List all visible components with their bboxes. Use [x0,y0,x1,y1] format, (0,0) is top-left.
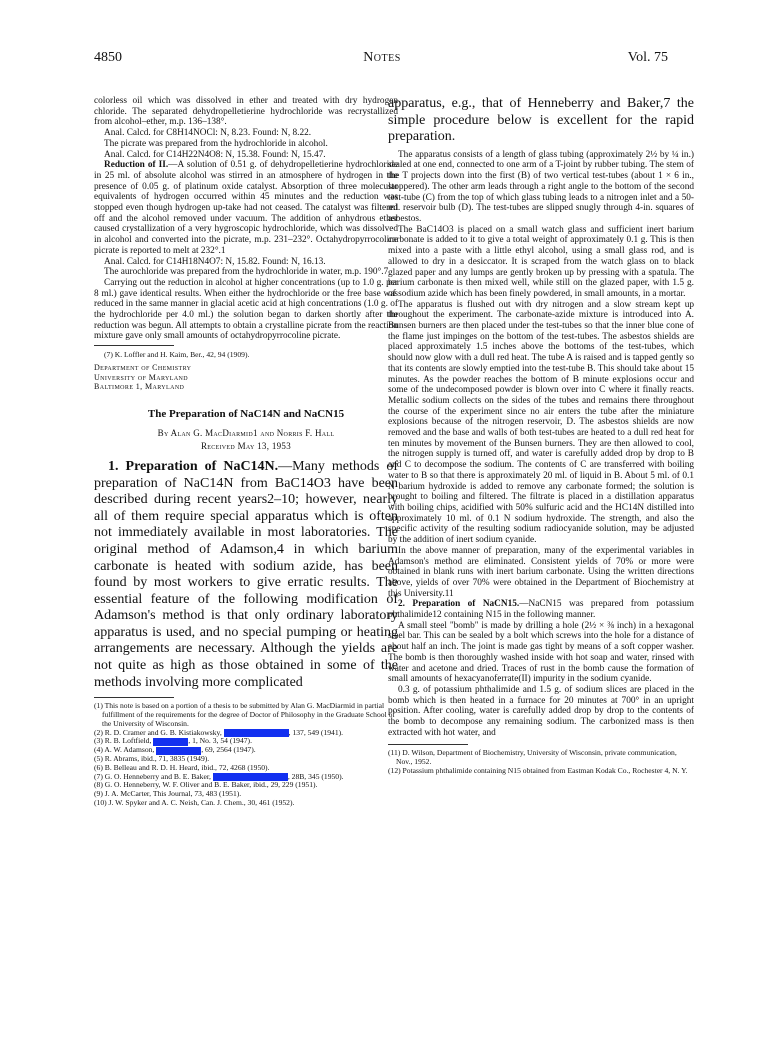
affiliation-line: University of Maryland [94,372,189,382]
paragraph: The BaC14O3 is placed on a small watch glass and sufficient inert barium carbonate is added to it to give a total weight of approximately 0.1 g. This is then mixed into a paste with a little ethyl alcohol, using a small glass rod, and is allowed to dry in a desiccator. It is scraped from the watch glass on to black glazed paper and any lumps are gently broken up by pressing with a spatula. The barium carbonate is then mixed well, while still on the glazed paper, with 1.5 g. of sodium azide which has been finely powdered, in small amounts, in a mortar. [388,224,694,299]
footnote: (7) G. O. Henneberry and B. E. Baker, , 28B, 345 (1950). [94,771,344,781]
redaction-bar [153,738,188,746]
footnote: (12) Potassium phthalimide containing N15 obtained from Eastman Kodak Co., Rochester 4, N. Y. [388,766,688,776]
footnote: (5) R. Abrams, ibid., 71, 3835 (1949). [94,754,210,764]
paragraph: In the above manner of preparation, many of the experimental variables in Adamson's method are eliminated. Consistent yields of 70% or more were obtained in blank runs with inert barium carbonate. Using the written directions above, yields of over 70% were obtained in the Department of Biochemistry at this University.11 [388,545,694,599]
paragraph: The aurochloride was prepared from the hydrochloride in water, m.p. 190°.7 [104,267,389,278]
paragraph-body: —A solution of 0.51 g. of dehydropelletierine hydrochloride in 25 ml. of absolute alcohol was stirred in an atmosphere of hydrogen in the presence of 0.05 g. of platinum oxide catalyst. Absorption of three molecular equivalents of hydrogen occurred within 45 minutes and the reduction was stopped even though hydrogen up-take had not ceased. The catalyst was filtered off and the alcohol removed under vacuum. The addition of anhydrous ether caused crystallization of a very hygroscopic hydrochloride, which was dissolved in alcohol and converted into the picrate, m.p. 231–232°. Octahydropyrrocoline picrate is reported to melt at 232°.1 [94,160,398,256]
footnote-list [94,702,398,808]
intro-paragraph [94,459,398,691]
run-in-heading: Reduction of II. [104,160,169,171]
affiliation-line: Baltimore 1, Maryland [94,382,185,392]
footnote: (6) B. Belleau and R. D. H. Heard, ibid., 72, 4268 (1950). [94,762,270,772]
paragraph [388,599,694,620]
paragraph: A small steel "bomb" is made by drilling a hole (2½ × ⅜ inch) in a hexagonal steel bar. This can be sealed by a bolt which screws into the hole for a distance of about half an inch. The joint is made gas tight by means of a soft copper washer. The bomb is then thoroughly washed inside with hot soap and water, rinsed with water and acetone and dried. Traces of rust in the bomb cause the formation of small amounts of hexacyanoferrate(II) impurity in the sodium cyanide. [388,620,694,685]
section-header: Notes [363,50,401,65]
page-number: 4850 [94,50,122,65]
left-column [94,96,398,808]
article-authors: By Alan G. MacDiarmid1 and Norris F. Hall [157,427,335,438]
paragraph: apparatus, e.g., that of Henneberry and Baker,7 the simple procedure below is excellent for the rapid preparation. [388,96,694,145]
footnote-rule [94,697,174,698]
run-in-heading: 1. Preparation of NaC14N. [108,458,279,474]
analysis-line: Anal. Calcd. for C14H22N4O8: N, 15.38. Found: N, 15.47. [104,149,326,160]
footnote: (10) J. W. Spyker and A. C. Neish, Can. J. Chem., 30, 461 (1952). [94,798,295,808]
paragraph: Carrying out the reduction in alcohol at higher concentrations (up to 1.0 g. per 8 ml.) gave identical results. When either the hydrochloride or the free base was reduced in the same manner in glacial acetic acid at high concentrations (1.0 g. of the hydrochloride per 4.0 ml.) the solution began to darken shortly after the reduction was begun. All attempts to obtain a crystalline picrate from the reaction mixture gave only small amounts of octahydropyrrocoline picrate. [94,277,398,342]
footnote-rule [94,345,174,346]
paragraph [94,160,398,256]
paragraph: 0.3 g. of potassium phthalimide and 1.5 g. of sodium slices are placed in the bomb which is then heated in a furnace for 20 minutes at 700° in an upright position. After cooling, water is carefully added drop by drop to the contents of the bomb to decompose any remaining sodium. The carbonized mass is then extracted with hot water, and [388,684,694,738]
footnote: (2) R. D. Cramer and G. B. Kistiakowsky, , 137, 549 (1941). [94,727,344,737]
footnote: (3) R. B. Loftfield, , 1, No. 3, 54 (1947). [94,736,252,746]
paragraph: The apparatus is flushed out with dry nitrogen and a slow stream kept up throughout the experiment. The carbonate-azide mixture is introduced into A. Bunsen burners are then placed under the test-tubes so that the inner blue cone of the flame just impinges on the bottom of the test-tubes. The asbestos shields are placed approximately 1.5 inches above the bottoms of the test-tubes, which should now glow with a dull red heat. The tube A is raised and is tapped gently so that its contents are slowly emptied into the test-tube B. This should take about 15 minutes. As the powder reaches the bottom of B minute explosions occur and some of the undecomposed powder is blown over into C where it finally reacts. Metallic sodium collects on the sides of the tubes and remains there throughout the course of the experiment since no air enters the tube after the miniature explosions because of the nitrogen reservoir, D. The asbestos shields are now removed and the base and walls of both test-tubes are heated to a dull red heat for ten minutes by movement of the Bunsen burners. They are then allowed to cool, the nitrogen supply is turned off, and water is carefully added drop by drop to B and C to decompose the sodium. The contents of C are transferred with boiling water to B so that there is approximately 20 ml. of liquid in B. About 5 ml. of 0.1 N barium hydroxide is added to remove any carbonate formed; the solution is brought to boiling and filtered. The filtrate is placed in a distillation apparatus with boiling chips, acidified with 50% sulfuric acid and the HC14N distilled into approximately 10 ml. of 0.1 N sodium hydroxide. The strength, and also the specific activity of the resulting sodium radiocyanide solution, may be adjusted by the addition of inert sodium cyanide. [388,299,694,546]
footnote: (9) J. A. McCarter, This Journal, 73, 483 (1951). [94,789,242,799]
volume-label: Vol. 75 [627,50,668,65]
footnote: (1) This note is based on a portion of a thesis to be submitted by Alan G. MacDiarmid in partial fulfillment of the requirements for the degree of Doctor of Philosophy in the Graduate School of the University of Wisconsin. [94,701,395,728]
paragraph-body: —NaCN15 was prepared from potassium phthalimide12 containing N15 in the following manner. [388,599,694,621]
received-date: Received May 13, 1953 [200,440,292,451]
affiliation-line: Department of Chemistry [94,363,192,373]
run-in-heading: 2. Preparation of NaCN15. [398,599,520,610]
footnote: (8) G. O. Henneberry, W. F. Oliver and B. E. Baker, ibid., 29, 229 (1951). [94,780,318,790]
paragraph-body: —Many methods of preparation of NaC14N from BaC14O3 have been described during recent years2–10; however, nearly all of them require special apparatus which is often not immediately available in most laboratories. The original method of Adamson,4 in which barium carbonate is heated with sodium azide, has been found by most workers to give erratic results. The essential feature of the following modification of Adamson's method is that only ordinary laboratory apparatus is used, and no special pumping or heating arrangements are necessary. Although the yields are not quite as high as those obtained in some of the methods involving more complicated [94,458,399,690]
footnote: (11) D. Wilson, Department of Biochemistry, University of Wisconsin, private communication, Nov., 1952. [388,748,677,767]
footnote: (4) A. W. Adamson, , 69, 2564 (1947). [94,745,256,755]
paragraph: colorless oil which was dissolved in ether and treated with dry hydrogen chloride. The separated dehydropelletierine hydrochloride was recrystallized from alcohol–ether, m.p. 136–138°. [94,96,398,128]
paragraph: The apparatus consists of a length of glass tubing (approximately 2½ by ¼ in.) sealed at one end, connected to one arm of a T-joint by rubber tubing. The stem of the T projects down into the first (B) of two vertical test-tubes (about 1 × 6 in., stoppered). The other arm leads through a right angle to the bottom of the second test-tube (C) from the top of which glass tubing leads to a nitrogen inlet and a 50-ml. reservoir bulb (D). The test-tubes are slipped snugly through 4-in. squares of asbestos. [388,149,694,224]
paragraph: The picrate was prepared from the hydrochloride in alcohol. [104,138,328,149]
article-title: The Preparation of NaC14N and NaCN15 [147,407,345,420]
footnote: (7) K. Loffler and H. Kaim, Ber., 42, 94 (1909). [104,350,250,360]
analysis-line: Anal. Calcd. for C14H18N4O7: N, 15.82. Found: N, 16.13. [104,256,326,267]
footnote-rule [388,744,468,745]
right-column [388,96,694,776]
analysis-line: Anal. Calcd. for C8H14NOCl: N, 8.23. Found: N, 8.22. [104,128,312,139]
